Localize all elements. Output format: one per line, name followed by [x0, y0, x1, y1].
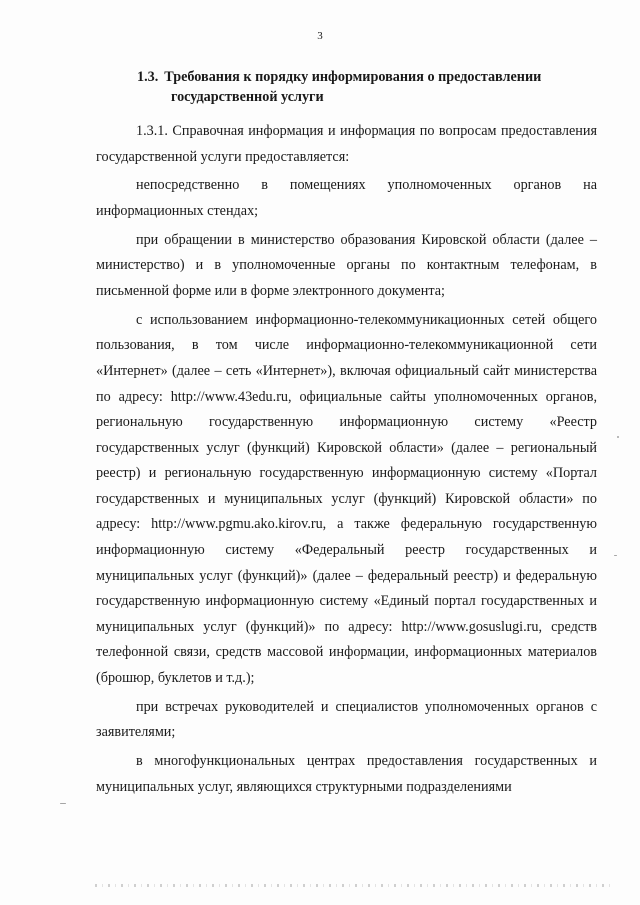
paragraph-internet-resources: с использованием информационно-телекоммуникационных сетей общего пользования, в том числе информационно-телекоммуникационной сети «Интернет» (далее – сеть «Интернет»), включая официальный сайт министерства по адресу: http://www.43edu.ru, официальные сайты уполномоченных органов, региональную государственную информационную систему «Реестр государственных услуг (функций) Кировской области» (далее – региональный реестр) и региональную государственную информационную систему «Портал государственных и муниципальных услуг (функций) Кировской области» по адресу: http://www.pgmu.ako.kirov.ru, а также федеральную государственную информационную систему «Федеральный реестр государственных и муниципальных услуг (функций)» (далее – федеральный реестр) и федеральную государственную информационную систему «Единый портал государственных и муниципальных услуг (функций)» по адресу: http://www.gosuslugi.ru, средств телефонной связи, средств массовой информации, информационных материалов (брошюр, буклетов и т.д.); — [96, 311, 597, 687]
scan-artifact-line — [95, 884, 615, 887]
section-heading — [137, 67, 597, 107]
scan-speck — [617, 436, 619, 438]
paragraph-mfc: в многофункциональных центрах предоставления государственных и муниципальных услуг, являющихся структурными подразделениями — [96, 753, 597, 795]
section-title-line-2: государственной услуги — [171, 89, 324, 105]
scan-speck — [60, 803, 66, 804]
paragraph-meetings: при встречах руководителей и специалистов уполномоченных органов с заявителями; — [96, 698, 597, 741]
paragraph-info-stands: непосредственно в помещениях уполномоченных органов на информационных стендах; — [96, 177, 597, 219]
body-text — [96, 119, 597, 804]
paragraph-ministry-contact: при обращении в министерство образования Кировской области (далее – министерство) и в уполномоченные органы по контактным телефонам, в письменной форме или в форме электронного документа; — [96, 231, 597, 299]
section-title-line-1: Требования к порядку информирования о предоставлении — [164, 69, 542, 85]
section-number: 1.3. — [137, 69, 159, 85]
paragraph-1-3-1: 1.3.1. Справочная информация и информация по вопросам предоставления государственной услуги предоставляется: — [96, 123, 597, 165]
scan-speck — [614, 555, 617, 556]
page-number: 3 — [317, 30, 323, 42]
